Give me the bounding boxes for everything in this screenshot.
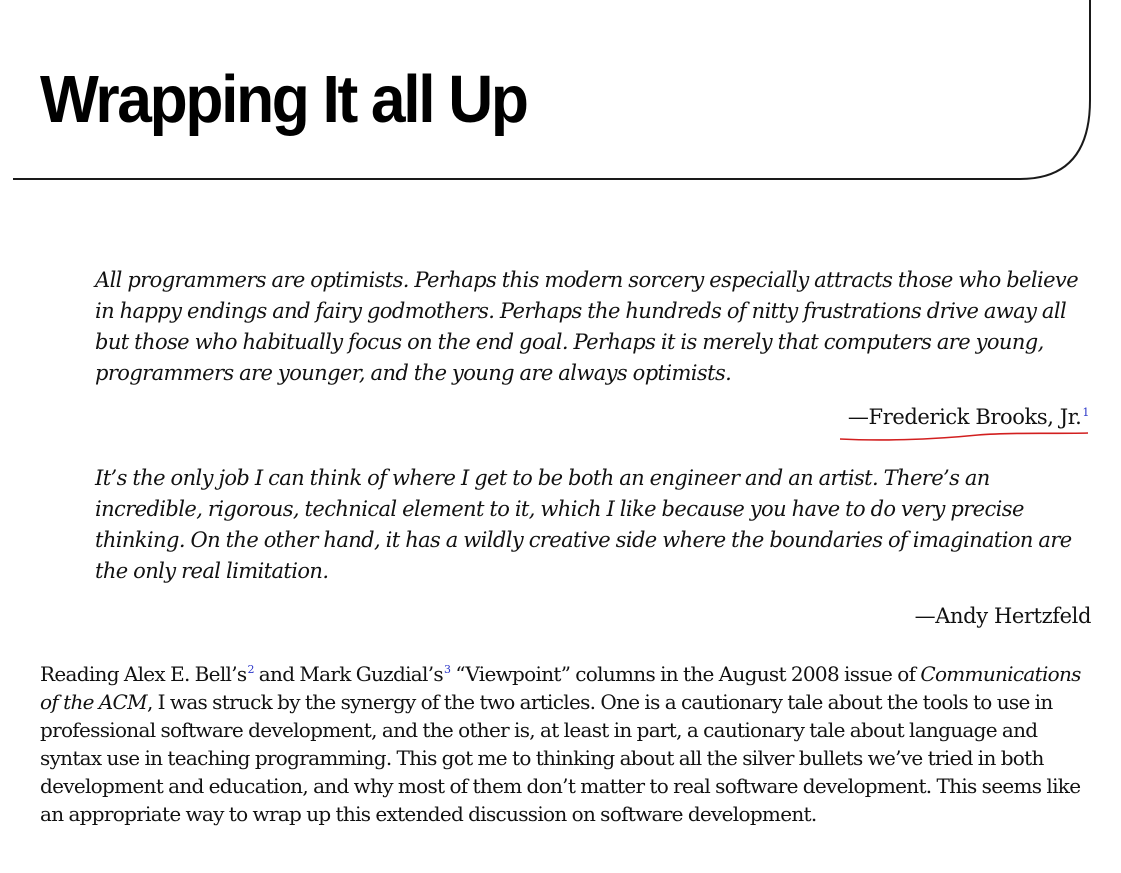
paragraph-part-2: and Mark Guzdial’s xyxy=(253,662,443,686)
footnote-ref-3[interactable]: 3 xyxy=(443,663,451,677)
epigraph-quote-hertzfeld: It’s the only job I can think of where I get to be both an engineer and an artist. There’s an incredible, rigorous, technical element to it, which I like because you have to do very precise thinking. On the other hand, it has a wildly creative side where the boundaries of imagination are the only real limitation. xyxy=(95,466,1072,583)
paragraph-part-4: , I was struck by the synergy of the two articles. One is a cautionary tale about the tools to use in professional software development, and the other is, at least in part, a cautionary tale about language and syntax use in teaching programming. This got me to thinking about all the silver bullets we’ve tried in both development and education, and why most of them don’t matter to real software development. This seems like an appropriate way to wrap up this extended discussion on software development. xyxy=(40,690,1081,826)
spellcheck-underline xyxy=(838,428,1090,444)
epigraph-quote-brooks: All programmers are optimists. Perhaps this modern sorcery especially attracts those who believe in happy endings and fairy godmothers. Perhaps the hundreds of nitty frustrations drive away all but those who habitually focus on the end goal. Perhaps it is merely that computers are young, programmers are younger, and the young are always optimists. xyxy=(95,268,1079,385)
footnote-ref-1[interactable]: 1 xyxy=(1082,406,1089,419)
intro-paragraph xyxy=(40,660,1100,828)
attribution-brooks-text: —Frederick Brooks, Jr. xyxy=(847,405,1082,429)
epigraph-attribution-hertzfeld: —Andy Hertzfeld xyxy=(914,604,1091,628)
journal-title: Communications of the ACM xyxy=(40,662,1081,714)
footnote-ref-2[interactable]: 2 xyxy=(247,663,254,677)
epigraph-attribution-brooks xyxy=(848,403,1089,431)
chapter-title: Wrapping It all Up xyxy=(40,62,527,137)
paragraph-part-1: Reading Alex E. Bell’s xyxy=(40,662,247,686)
paragraph-part-3: “Viewpoint” columns in the August 2008 issue of xyxy=(450,662,921,686)
